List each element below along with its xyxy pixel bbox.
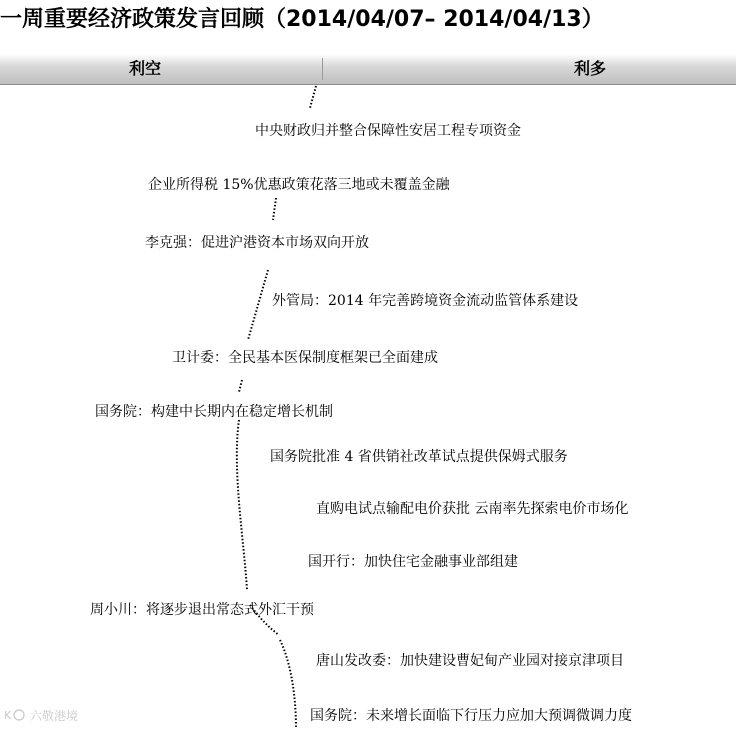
column-header-positive: 利多 <box>573 59 606 78</box>
timeline-event: 直购电试点输配电价获批 云南率先探索电价市场化 <box>316 501 629 517</box>
timeline-event: 国务院批准 4 省供销社改革试点提供保姆式服务 <box>270 449 568 465</box>
timeline-event: 国务院：未来增长面临下行压力应加大预调微调力度 <box>310 708 632 724</box>
watermark-text: 六敬港境 <box>30 708 79 723</box>
column-header-negative: 利空 <box>128 59 161 78</box>
timeline-event: 李克强：促进沪港资本市场双向开放 <box>145 235 369 251</box>
timeline-event: 唐山发改委：加快建设曹妃甸产业园对接京津项目 <box>316 653 624 669</box>
watermark-logo-icon <box>4 708 26 722</box>
timeline-event: 企业所得税 15%优惠政策花落三地或未覆盖金融 <box>148 177 450 193</box>
timeline-event: 外管局：2014 年完善跨境资金流动监管体系建设 <box>272 293 579 309</box>
svg-text:K: K <box>4 709 12 722</box>
timeline-event: 周小川：将逐步退出常态式外汇干预 <box>90 602 314 618</box>
timeline-event: 卫计委：全民基本医保制度框架已全面建成 <box>172 350 438 366</box>
timeline-event: 国务院：构建中长期内在稳定增长机制 <box>95 404 333 420</box>
page-title: 一周重要经济政策发言回顾（2014/04/07– 2014/04/13） <box>0 7 604 32</box>
timeline-event: 国开行：加快住宅金融事业部组建 <box>308 554 518 570</box>
timeline-event: 中央财政归并整合保障性安居工程专项资金 <box>255 123 521 139</box>
watermark <box>4 706 78 724</box>
